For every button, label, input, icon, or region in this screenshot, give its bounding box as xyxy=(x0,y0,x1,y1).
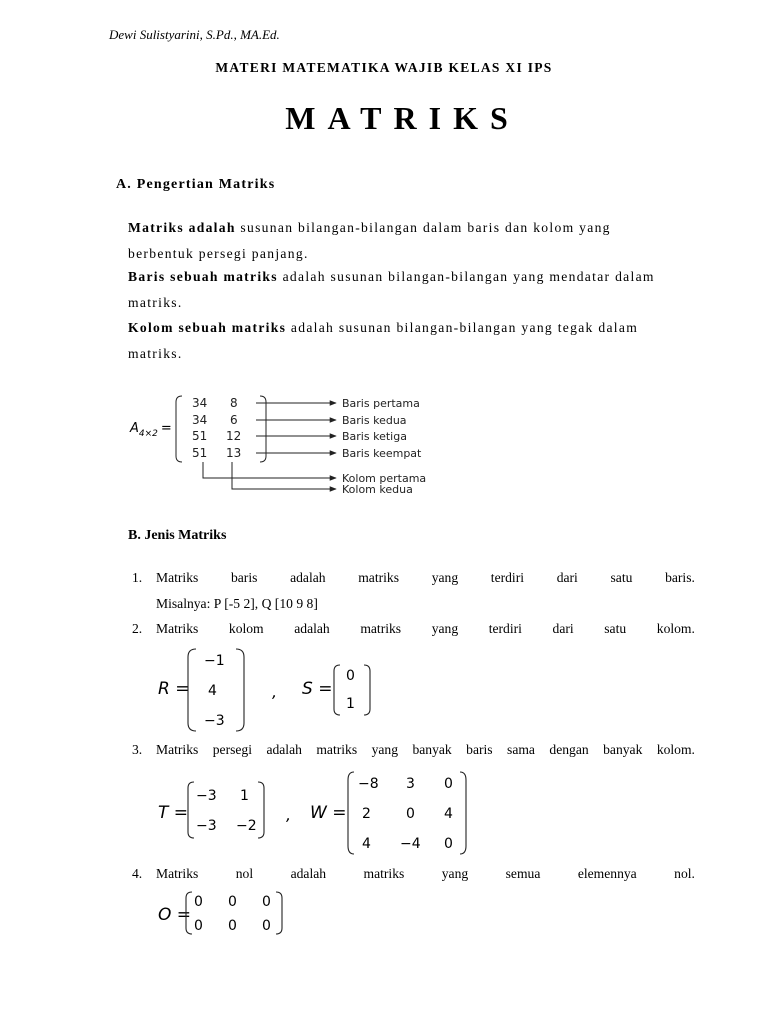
separator-comma: , xyxy=(286,805,292,824)
term-kolom: Kolom sebuah matriks xyxy=(128,320,287,335)
list-word: satu xyxy=(604,621,627,636)
label-part: A xyxy=(130,421,139,436)
matrix-w-cell: 2 xyxy=(362,806,371,822)
diagram-row-label-1: Baris pertama xyxy=(342,397,420,410)
list-word: kolom. xyxy=(656,621,695,636)
list-word: kolom. xyxy=(656,742,695,757)
list-item-text xyxy=(156,866,695,882)
matrix-o xyxy=(150,888,310,940)
list-item-text xyxy=(156,570,695,586)
diagram-right-bracket xyxy=(260,396,266,462)
list-word: Matriks xyxy=(156,621,199,636)
matrix-r-cell: −3 xyxy=(204,713,225,729)
separator-comma: , xyxy=(272,682,278,701)
list-word: nol. xyxy=(674,866,695,881)
list-word: nol xyxy=(235,866,254,881)
matrix-o-cell: 0 xyxy=(262,918,271,934)
list-word: banyak xyxy=(603,742,643,757)
term-baris: Baris sebuah matriks xyxy=(128,269,278,284)
matrix-t-and-w xyxy=(150,768,480,858)
list-word: persegi xyxy=(212,742,252,757)
author-name: Dewi Sulistyarini, S.Pd., MA.Ed. xyxy=(109,27,280,42)
list-word: yang xyxy=(371,742,399,757)
list-word: adalah xyxy=(290,866,327,881)
diagram-cell-r4c2: 13 xyxy=(226,446,242,460)
list-item-example: Misalnya: P [-5 2], Q [10 9 8] xyxy=(156,596,318,611)
diagram-cell-r1c1: 34 xyxy=(192,396,208,410)
section-b-heading: B. Jenis Matriks xyxy=(128,528,227,543)
list-word: dari xyxy=(556,570,578,585)
matrix-o-cell: 0 xyxy=(228,918,237,934)
list-word: baris. xyxy=(665,570,695,585)
diagram-cell-r3c1: 51 xyxy=(192,429,208,443)
matrix-t-label: T = xyxy=(158,803,189,823)
matrix-r-label: R = xyxy=(158,679,190,699)
matrix-s-cell: 1 xyxy=(346,696,355,712)
def-kolom: adalah susunan bilangan-bilangan yang tegak dalam matriks. xyxy=(128,320,639,361)
list-word: satu xyxy=(610,570,633,585)
list-word: matriks xyxy=(363,866,405,881)
list-word: kolom xyxy=(228,621,264,636)
section-a-heading: A. Pengertian Matriks xyxy=(116,177,276,192)
document-title: MATRIKS xyxy=(285,100,520,136)
list-item-square-matrix xyxy=(132,742,695,762)
list-word: terdiri xyxy=(490,570,525,585)
list-word: yang xyxy=(441,866,469,881)
list-item-column-matrix xyxy=(132,621,695,641)
matrix-w-cell: 0 xyxy=(444,776,453,792)
diagram-left-bracket xyxy=(176,396,182,462)
list-word: elemennya xyxy=(577,866,637,881)
list-word: matriks xyxy=(316,742,358,757)
list-word: baris xyxy=(230,570,258,585)
list-word: adalah xyxy=(294,621,330,636)
diagram-row-label-2: Baris kedua xyxy=(342,414,407,427)
list-word: Matriks xyxy=(156,570,199,585)
matrix-w-cell: 3 xyxy=(406,776,415,792)
matrix-t-cell: −3 xyxy=(196,818,217,834)
diagram-label xyxy=(129,421,172,439)
diagram-row-label-3: Baris ketiga xyxy=(342,430,407,443)
list-word: banyak xyxy=(412,742,452,757)
label-part: S xyxy=(302,679,313,699)
matrix-o-cell: 0 xyxy=(262,894,271,910)
diagram-cell-r3c2: 12 xyxy=(226,429,242,443)
list-word: matriks xyxy=(358,570,400,585)
label-part: O xyxy=(158,905,172,925)
label-part: W xyxy=(310,803,327,823)
label-part: 4×2 xyxy=(138,429,158,439)
label-part: = xyxy=(160,421,172,436)
list-item-text xyxy=(156,621,695,637)
list-number: 1. xyxy=(132,570,143,585)
matrix-o-cell: 0 xyxy=(228,894,237,910)
matrix-w-cell: −4 xyxy=(400,836,421,852)
list-word: yang xyxy=(431,570,459,585)
matrix-r-cell: −1 xyxy=(204,653,225,669)
paragraph-baris xyxy=(128,264,668,316)
list-word: sama xyxy=(507,742,535,757)
term-matriks: Matriks adalah xyxy=(128,220,236,235)
list-word: dari xyxy=(552,621,574,636)
paragraph-kolom xyxy=(128,315,668,367)
list-number: 3. xyxy=(132,742,143,757)
paragraph-matriks xyxy=(128,215,668,267)
def-matriks: susunan bilangan-bilangan dalam baris dan kolom yang berbentuk persegi panjang. xyxy=(128,220,611,261)
label-part: T xyxy=(158,803,169,823)
list-word: dengan xyxy=(549,742,589,757)
list-word: Matriks xyxy=(156,742,199,757)
diagram-col-label-1: Kolom pertama xyxy=(342,472,427,485)
matrix-r-and-s xyxy=(150,645,390,735)
matrix-structure-diagram xyxy=(120,378,460,503)
matrix-w-cell: −8 xyxy=(358,776,379,792)
matrix-o-cell: 0 xyxy=(194,918,203,934)
matrix-r-cell: 4 xyxy=(208,683,217,699)
matrix-w-label: W = xyxy=(310,803,347,823)
def-baris: adalah susunan bilangan-bilangan yang mendatar dalam matriks. xyxy=(128,269,655,310)
matrix-w-cell: 0 xyxy=(444,836,453,852)
matrix-w-cell: 0 xyxy=(406,806,415,822)
list-item-zero-matrix xyxy=(132,866,695,886)
list-word: adalah xyxy=(290,570,326,585)
list-number: 4. xyxy=(132,866,143,881)
matrix-w-cell: 4 xyxy=(444,806,453,822)
list-word: matriks xyxy=(360,621,402,636)
list-word: semua xyxy=(505,866,541,881)
diagram-cell-r1c2: 8 xyxy=(230,396,238,410)
list-word: Matriks xyxy=(156,866,199,881)
list-item-text xyxy=(156,742,695,758)
matrix-w-cell: 4 xyxy=(362,836,371,852)
list-word: baris xyxy=(466,742,493,757)
matrix-t-cell: −3 xyxy=(196,788,217,804)
list-word: adalah xyxy=(266,742,302,757)
diagram-col-label-2: Kolom kedua xyxy=(342,483,413,496)
list-item-row-matrix xyxy=(132,570,695,614)
matrix-s-cell: 0 xyxy=(346,668,355,684)
matrix-t-cell: −2 xyxy=(236,818,257,834)
matrix-o-cell: 0 xyxy=(194,894,203,910)
list-word: yang xyxy=(431,621,459,636)
document-subtitle: MATERI MATEMATIKA WAJIB KELAS XI IPS xyxy=(215,60,553,75)
matrix-s-label: S = xyxy=(302,679,333,699)
diagram-cell-r2c1: 34 xyxy=(192,413,208,427)
diagram-row-label-4: Baris keempat xyxy=(342,447,422,460)
label-part: R xyxy=(158,679,170,699)
diagram-cell-r2c2: 6 xyxy=(230,413,238,427)
matrix-o-label: O = xyxy=(158,905,192,925)
list-word: terdiri xyxy=(488,621,522,636)
diagram-cell-r4c1: 51 xyxy=(192,446,208,460)
list-number: 2. xyxy=(132,621,143,636)
matrix-t-cell: 1 xyxy=(240,788,249,804)
